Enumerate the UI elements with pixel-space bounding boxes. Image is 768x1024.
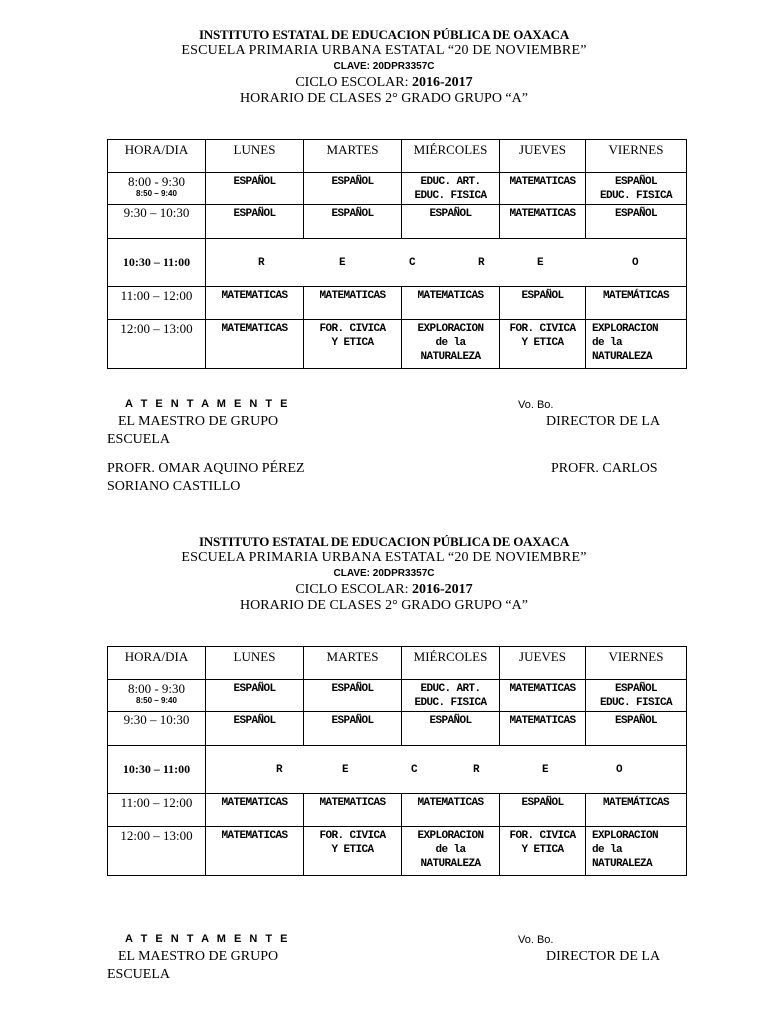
time-cell: 10:30 – 11:00 <box>108 239 206 287</box>
subject-cell: ESPAÑOL <box>500 794 586 827</box>
schedule-title: HORARIO DE CLASES 2° GRADO GRUPO “A” <box>240 598 528 613</box>
recreo-letter: O <box>632 256 639 269</box>
school-name: ESCUELA PRIMARIA URBANA ESTATAL “20 DE NOVIEMBRE” <box>181 550 587 565</box>
recreo-letter: R <box>478 256 485 269</box>
column-header: MARTES <box>304 647 402 680</box>
time-cell: 11:00 – 12:00 <box>108 287 206 320</box>
recreo-letter: O <box>616 763 623 776</box>
subject-cell: ESPAÑOL <box>304 680 402 712</box>
subject-cell: ESPAÑOL <box>206 680 304 712</box>
time-cell: 8:00 - 9:30 8:50 – 9:40 <box>108 173 206 205</box>
column-header: MARTES <box>304 140 402 173</box>
column-header: VIERNES <box>586 647 687 680</box>
escuela-label: ESCUELA <box>107 432 170 447</box>
time-cell: 11:00 – 12:00 <box>108 794 206 827</box>
subject-cell: ESPAÑOL <box>586 712 687 746</box>
subject-cell: ESPAÑOL <box>304 205 402 239</box>
subject-cell: ESPAÑOL <box>206 712 304 746</box>
subject-cell: FOR. CIVICA Y ETICA <box>500 320 586 369</box>
table-row <box>108 205 687 239</box>
recreo-cell <box>206 746 687 794</box>
subject-cell: MATEMATICAS <box>206 287 304 320</box>
time-cell: 12:00 – 13:00 <box>108 827 206 876</box>
subject-cell: MATEMATICAS <box>206 320 304 369</box>
table-row <box>108 173 687 205</box>
time-cell: 9:30 – 10:30 <box>108 205 206 239</box>
subject-cell: EDUC. ART. EDUC. FISICA <box>402 680 500 712</box>
subject-cell: MATEMATICAS <box>500 712 586 746</box>
school-clave: CLAVE: 20DPR3357C <box>333 61 435 72</box>
recreo-letter: C <box>411 763 418 776</box>
subject-cell: MATEMATICAS <box>500 680 586 712</box>
recreo-row <box>108 746 687 794</box>
subject-cell: MATEMATICAS <box>402 287 500 320</box>
subject-cell: FOR. CIVICA Y ETICA <box>500 827 586 876</box>
institute-title: INSTITUTO ESTATAL DE EDUCACION PÚBLICA DE OAXACA <box>198 534 570 549</box>
director-surname: SORIANO CASTILLO <box>107 479 241 494</box>
recreo-letter: R <box>258 256 265 269</box>
maestro-label: EL MAESTRO DE GRUPO <box>118 949 279 964</box>
school-clave: CLAVE: 20DPR3357C <box>333 568 435 579</box>
column-header: LUNES <box>206 647 304 680</box>
subject-cell: MATEMATICAS <box>500 173 586 205</box>
subject-cell: ESPAÑOL EDUC. FISICA <box>586 680 687 712</box>
subject-cell: ESPAÑOL <box>304 173 402 205</box>
subject-cell: MATEMATICAS <box>304 287 402 320</box>
subject-cell: ESPAÑOL <box>402 712 500 746</box>
table-row <box>108 320 687 369</box>
time-cell: 12:00 – 13:00 <box>108 320 206 369</box>
subject-cell: EXPLORACION de la NATURALEZA <box>402 827 500 876</box>
institute-title: INSTITUTO ESTATAL DE EDUCACION PÚBLICA DE OAXACA <box>198 27 570 42</box>
subject-cell: FOR. CIVICA Y ETICA <box>304 827 402 876</box>
table-header-row <box>108 140 687 173</box>
recreo-letter: C <box>409 256 416 269</box>
time-cell: 8:00 - 9:30 8:50 – 9:40 <box>108 680 206 712</box>
time-cell: 9:30 – 10:30 <box>108 712 206 746</box>
table-row <box>108 794 687 827</box>
subject-cell: MATEMATICAS <box>402 794 500 827</box>
time-cell: 10:30 – 11:00 <box>108 746 206 794</box>
subject-cell: MATEMATICAS <box>206 827 304 876</box>
column-header: HORA/DIA <box>108 647 206 680</box>
subject-cell: MATEMATICAS <box>304 794 402 827</box>
recreo-letter: R <box>276 763 283 776</box>
subject-cell: MATEMÁTICAS <box>586 287 687 320</box>
vobo-label: Vo. Bo. <box>518 399 554 411</box>
subject-cell: MATEMÁTICAS <box>586 794 687 827</box>
schedule-table <box>107 646 687 876</box>
subject-cell: ESPAÑOL EDUC. FISICA <box>586 173 687 205</box>
director-label: DIRECTOR DE LA <box>546 949 661 964</box>
table-row <box>108 827 687 876</box>
vobo-label: Vo. Bo. <box>518 934 554 946</box>
table-row <box>108 712 687 746</box>
column-header: JUEVES <box>500 647 586 680</box>
column-header: VIERNES <box>586 140 687 173</box>
column-header: JUEVES <box>500 140 586 173</box>
column-header: HORA/DIA <box>108 140 206 173</box>
subject-cell: ESPAÑOL <box>402 205 500 239</box>
escuela-label: ESCUELA <box>107 967 170 982</box>
school-cycle: CICLO ESCOLAR: 2016-2017 <box>295 582 473 597</box>
subject-cell: EXPLORACION de la NATURALEZA <box>586 827 687 876</box>
document-header <box>0 534 768 614</box>
subject-cell: EXPLORACION de la NATURALEZA <box>586 320 687 369</box>
teacher-name: PROFR. OMAR AQUINO PÉREZ <box>107 461 305 476</box>
subject-cell: ESPAÑOL <box>206 205 304 239</box>
director-name: PROFR. CARLOS <box>551 461 658 476</box>
director-label: DIRECTOR DE LA <box>546 414 661 429</box>
subject-cell: EXPLORACION de la NATURALEZA <box>402 320 500 369</box>
atentamente-label: A T E N T A M E N T E <box>125 933 290 945</box>
maestro-label: EL MAESTRO DE GRUPO <box>118 414 279 429</box>
subject-cell: EDUC. ART. EDUC. FISICA <box>402 173 500 205</box>
table-header-row <box>108 647 687 680</box>
subject-cell: ESPAÑOL <box>500 287 586 320</box>
recreo-letter: E <box>542 763 549 776</box>
recreo-letter: R <box>473 763 480 776</box>
column-header: MIÉRCOLES <box>402 647 500 680</box>
subject-cell: ESPAÑOL <box>206 173 304 205</box>
recreo-letter: E <box>339 256 346 269</box>
recreo-letter: E <box>342 763 349 776</box>
column-header: LUNES <box>206 140 304 173</box>
atentamente-label: A T E N T A M E N T E <box>125 398 290 410</box>
school-name: ESCUELA PRIMARIA URBANA ESTATAL “20 DE NOVIEMBRE” <box>181 43 587 58</box>
subject-cell: ESPAÑOL <box>304 712 402 746</box>
table-row <box>108 680 687 712</box>
recreo-letter: E <box>537 256 544 269</box>
column-header: MIÉRCOLES <box>402 140 500 173</box>
recreo-row <box>108 239 687 287</box>
table-row <box>108 287 687 320</box>
school-cycle: CICLO ESCOLAR: 2016-2017 <box>295 75 473 90</box>
subject-cell: FOR. CIVICA Y ETICA <box>304 320 402 369</box>
subject-cell: ESPAÑOL <box>586 205 687 239</box>
schedule-title: HORARIO DE CLASES 2° GRADO GRUPO “A” <box>240 91 528 106</box>
subject-cell: MATEMATICAS <box>500 205 586 239</box>
subject-cell: MATEMATICAS <box>206 794 304 827</box>
document-header <box>0 27 768 107</box>
schedule-table <box>107 139 687 369</box>
recreo-cell <box>206 239 687 287</box>
